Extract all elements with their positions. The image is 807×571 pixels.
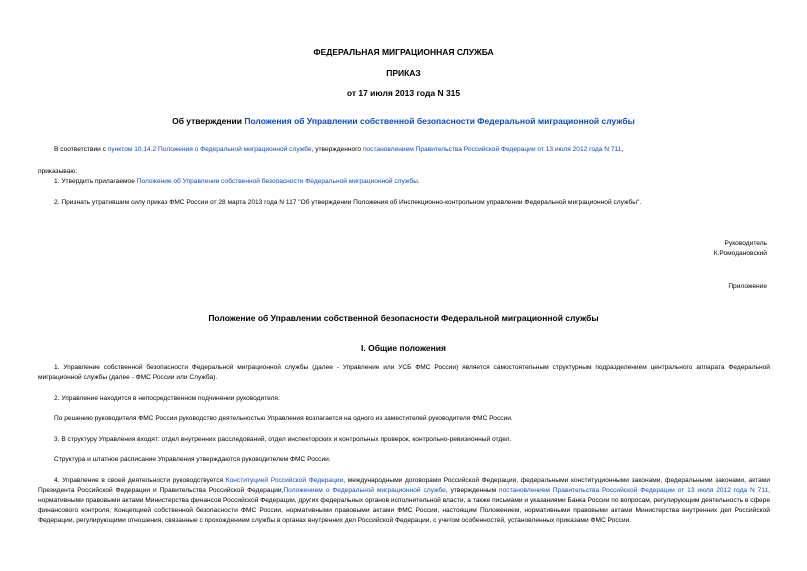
preamble bbox=[54, 145, 623, 155]
paragraph-6 bbox=[38, 476, 770, 526]
preamble-text-1: В соответствии с bbox=[54, 146, 108, 153]
government-decree-link[interactable]: постановлением Правительства Российской Федерации от 13 июля 2012 года N 711 bbox=[499, 487, 769, 494]
signature-name: К.Ромодановский bbox=[713, 250, 767, 257]
order-intro: приказываю: bbox=[38, 168, 78, 175]
agency-name: ФЕДЕРАЛЬНАЯ МИГРАЦИОННАЯ СЛУЖБА bbox=[313, 47, 494, 57]
section-heading: I. Общие положения bbox=[361, 343, 446, 353]
doc-title-link[interactable]: Положения об Управлении собственной безопасности Федеральной миграционной службы bbox=[244, 116, 635, 126]
paragraph-6-text-a: 4. Управление в своей деятельности руководствуется bbox=[54, 477, 226, 484]
paragraph-6-text-d: , нормативными правовыми актами Министерства финансов Российской Федерации, других федеральных органов исполнительной власти, а также письмами и указаниями Банка России по вопросам, регулирующим деятельность в сфере финансового контроля, Концепцией собственной безопасности ФМС России, нормативными правовыми актами ФМС России, настоящим Положением, нормативными правовыми актами Министерства внутренних дел Российской Федерации, регулирующими отношения, связанные с прохождением службы в органах внутренних дел Российской Федерации, с учетом особенностей, установленных приказами ФМС России. bbox=[38, 487, 771, 524]
doc-title bbox=[0, 116, 807, 126]
paragraph-5: Структура и штатное расписание Управления утверждаются руководителем ФМС России. bbox=[54, 456, 331, 463]
preamble-link-decree[interactable]: постановлением Правительства Российской Федерации от 13 июля 2012 года N 711 bbox=[362, 146, 622, 153]
paragraph-2: 2. Управление находится в непосредственном подчинении руководителя. bbox=[54, 395, 280, 402]
doc-type: ПРИКАЗ bbox=[386, 68, 421, 78]
regulation-title: Положение об Управлении собственной безопасности Федеральной миграционной службы bbox=[208, 313, 599, 323]
order-item-1-end: . bbox=[417, 178, 420, 185]
appendix-label: Приложение bbox=[728, 283, 767, 290]
paragraph-4: 3. В структуру Управления входят: отдел внутренних расследований, отдел инспекторских и контрольных проверок, контрольно-ревизионный отдел. bbox=[54, 436, 512, 443]
doc-title-prefix: Об утверждении bbox=[172, 116, 245, 126]
order-item-1 bbox=[54, 177, 420, 187]
preamble-link-regulation[interactable]: пунктом 10.14.2 Положения о Федеральной миграционной службе bbox=[107, 146, 312, 153]
preamble-text-3: , bbox=[621, 146, 624, 153]
doc-date-number: от 17 июля 2013 года N 315 bbox=[346, 88, 461, 98]
fms-regulation-link[interactable]: Положением о Федеральной миграционной службе bbox=[283, 487, 446, 494]
paragraph-1: 1. Управление собственной безопасности Федеральной миграционной службы (далее - Управление или УСБ ФМС России) является самостоятельным структурным подразделением центрального аппарата Федеральной миграционной службы (далее - ФМС России или Служба). bbox=[38, 364, 770, 381]
paragraph-6-text-b: , международными договорами Российской Федерации, федеральными конституционными законами, федеральными законами, актами Президента Российской Федерации и Правительства Российской Федерации, bbox=[38, 477, 771, 494]
signature-position: Руководитель bbox=[724, 240, 767, 247]
paragraph-6-text-c: , утвержденным bbox=[445, 487, 500, 494]
order-item-1-link[interactable]: Положение об Управлении собственной безопасности Федеральной миграционной службы bbox=[136, 178, 418, 185]
constitution-link[interactable]: Конституцией Российской Федерации bbox=[225, 477, 344, 484]
preamble-text-2: , утвержденного bbox=[311, 146, 363, 153]
order-item-2: 2. Признать утратившим силу приказ ФМС России от 28 марта 2013 года N 117 "Об утверждении Положения об Инспекционно-контрольном управлении Федеральной миграционной службы". bbox=[54, 199, 642, 206]
order-item-1-text: 1. Утвердить прилагаемое bbox=[54, 178, 137, 185]
paragraph-3: По решению руководителя ФМС России руководство деятельностью Управления возлагается на одного из заместителей руководителя ФМС России. bbox=[54, 415, 513, 422]
